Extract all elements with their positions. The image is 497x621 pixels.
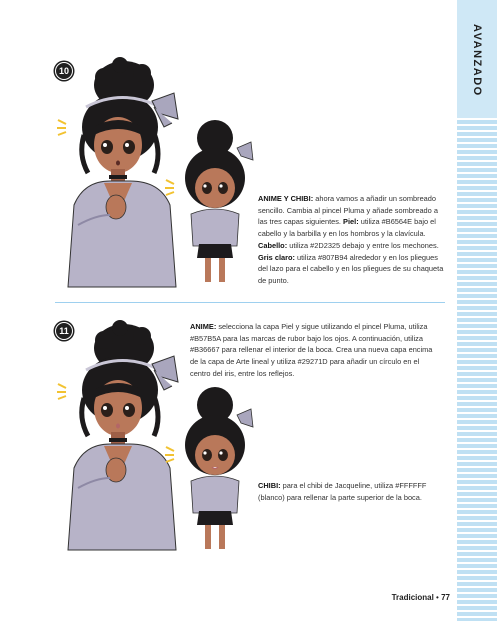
step-number-badge: 11 — [55, 322, 73, 340]
chibi-sparkle-marks — [164, 445, 178, 465]
footer-section: Tradicional — [391, 593, 434, 602]
step-11-anime-instructions: ANIME: selecciona la capa Piel y sigue utilizando el pincel Pluma, utiliza #B57B5A para las marcas de rubor bajo los ojos. A continuación, utiliza #B36667 para rellenar el interior de la boca. Crea una nueva capa encima de la capa de Arte lineal y utiliza #29271D para añadir un círculo en el centro del iris, entre los reflejos. — [190, 322, 433, 378]
step-11-chibi-instructions: CHIBI: para el chibi de Jacqueline, utiliza #FFFFFF (blanco) para rellenar la parte superior de la boca. — [258, 481, 427, 502]
chibi-lead: CHIBI: — [258, 481, 281, 490]
chibi-face — [195, 168, 235, 208]
footer-bullet: • — [436, 593, 439, 602]
section-label: AVANZADO — [471, 24, 483, 97]
chibi-girl-illustration — [175, 385, 255, 555]
anime-girl-illustration — [60, 55, 190, 295]
sparkle-marks — [56, 118, 70, 138]
step-number-badge: 10 — [55, 62, 73, 80]
chibi-skirt — [197, 244, 233, 258]
section-divider — [55, 302, 445, 303]
anime-chibi-lead: ANIME Y CHIBI: — [258, 194, 314, 203]
page-footer — [360, 593, 450, 605]
chibi-sparkle-marks — [164, 178, 178, 198]
anime-girl-illustration — [60, 318, 190, 558]
anime-lead: ANIME: — [190, 322, 217, 331]
chibi-cardigan — [191, 209, 239, 246]
sparkle-marks — [56, 382, 70, 402]
hair-bow — [152, 93, 178, 119]
chibi-girl-illustration — [175, 118, 255, 288]
chibi-hair-bow — [237, 142, 253, 160]
step-10-instructions: ANIME Y CHIBI: ahora vamos a añadir un sombreado sencillo. Cambia al pincel Pluma y añade sombreado a las tres capas siguientes. Piel: utiliza #B6564E bajo el cabello y la barbilla y en los hombros y la clavícula. Cabello: utiliza #2D2325 debajo y entre los mechones. Gris claro: utiliza #807B94 alrededor y en los pliegues del lazo para el cabello y en los pliegues de su chaqueta de punto. — [258, 194, 444, 285]
page-number: 77 — [441, 593, 450, 602]
